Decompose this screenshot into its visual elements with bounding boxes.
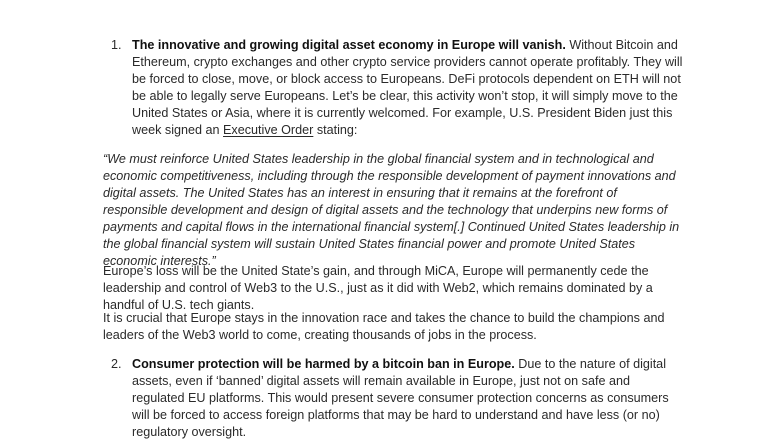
list-item-1-tail: stating: xyxy=(313,123,358,137)
list-item-2-heading: Consumer protection will be harmed by a bitcoin ban in Europe. xyxy=(132,357,515,371)
paragraph-2: It is crucial that Europe stays in the innovation race and takes the chance to build the champions and leaders of the Web3 world to come, creating thousands of jobs in the process. xyxy=(103,311,665,342)
list-item-1-body: Without Bitcoin and Ethereum, crypto exchanges and other crypto service providers cannot operate profitably. They will be forced to close, move, or block access to Europeans. DeFi protocols dependent on ETH will not be able to legally serve Europeans. Let’s be clear, this activity won’t stop, it will simply move to the United States or Asia, where it is currently welcomed. For example, U.S. President Biden just this week signed an xyxy=(132,38,683,137)
paragraph-1: Europe’s loss will be the United State’s gain, and through MiCA, Europe will permanently cede the leadership and control of Web3 to the U.S., just as it did with Web2, which remains dominated by a handful of U.S. tech giants. xyxy=(103,264,653,312)
executive-order-link[interactable]: Executive Order xyxy=(223,123,314,137)
list-item-2-text xyxy=(132,356,683,441)
list-number-1: 1. xyxy=(111,38,122,52)
list-number-2: 2. xyxy=(111,357,122,371)
list-item-2-body: Due to the nature of digital assets, even if ‘banned’ digital assets will remain available in Europe, just not on safe and regulated EU platforms. This would present severe consumer protection concerns as consumers will be forced to access foreign platforms that may be hard to understand and have less (or no) regulatory oversight. xyxy=(132,357,669,439)
list-item-2 xyxy=(103,356,683,441)
list-item-1-text xyxy=(132,37,683,139)
quote-block: “We must reinforce United States leadership in the global financial system and in technological and economic competitiveness, including through the responsible development of payment innovations and digital assets. The United States has an interest in ensuring that it remains at the forefront of responsible development and design of digital assets and the technology that underpins new forms of payments and capital flows in the international financial system[.] Continued United States leadership in the global financial system will sustain United States financial power and promote United States economic interests.” xyxy=(103,152,680,268)
list-item-1 xyxy=(103,37,683,139)
list-item-1-heading: The innovative and growing digital asset economy in Europe will vanish. xyxy=(132,38,566,52)
